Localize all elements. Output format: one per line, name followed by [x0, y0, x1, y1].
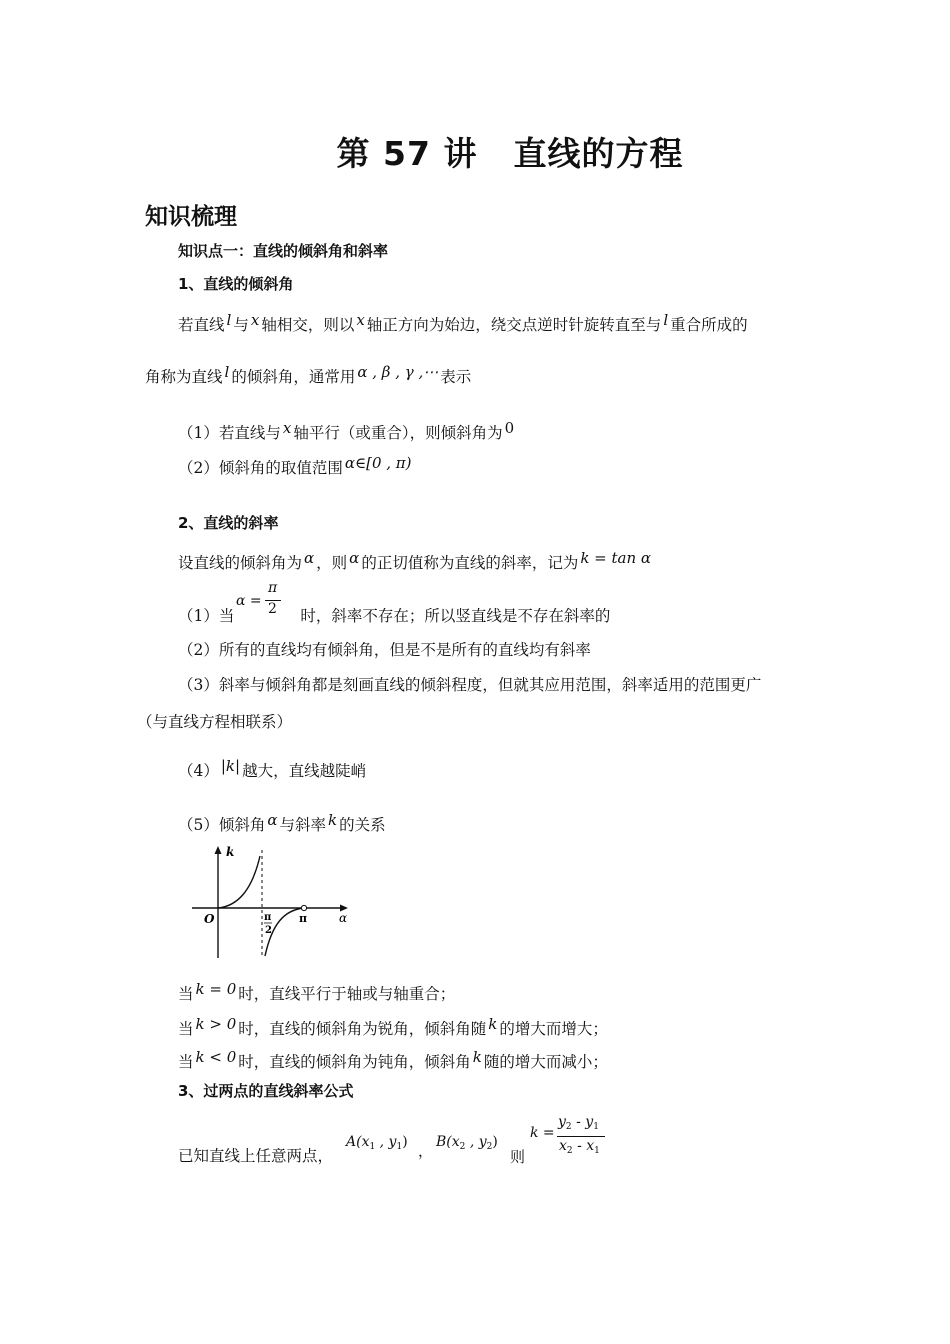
- point-A: $A(x_1$ , $y_1$): [346, 1134, 408, 1152]
- pi-half-bottom-label: 2: [265, 925, 272, 936]
- lecture-number: 第 57 讲: [336, 134, 478, 173]
- inclination-definition-line2: 角称为直线 l 的倾斜角，通常用 α , β , γ ,⋯ 表示: [145, 363, 472, 386]
- kp1-heading: 知识点一：直线的倾斜角和斜率: [178, 242, 389, 260]
- comma-separator: ，: [418, 1142, 434, 1160]
- slope-item-3-continued: （与直线方程相联系）: [137, 713, 293, 731]
- slope-item-1: （1）当 时，斜率不存在；所以竖直线是不存在斜率的: [178, 607, 611, 625]
- tan-curve-left: [218, 856, 260, 908]
- page-title: [0, 128, 950, 175]
- sub-heading-two-point-slope: 3、过两点的直线斜率公式: [178, 1082, 354, 1100]
- point-B: $B(x_2$ , $y_2$): [436, 1134, 498, 1152]
- case-k-zero: 当 k = 0 时，直线平行于轴或与轴重合；: [178, 980, 456, 1003]
- slope-item-4: （4） |k| 越大，直线越陡峭: [178, 757, 367, 780]
- tangent-graph: [176, 838, 406, 964]
- alpha-axis-label: α: [339, 911, 348, 925]
- slope-item-3: （3）斜率与倾斜角都是刻画直线的倾斜程度，但就其应用范围，斜率适用的范围更广: [178, 676, 762, 694]
- case-k-positive: 当 k > 0 时，直线的倾斜角为锐角，倾斜角随 k 的增大而增大；: [178, 1015, 608, 1038]
- pi-point: [301, 905, 306, 910]
- k-axis-arrow: [215, 846, 222, 854]
- inclination-point-2: （2）倾斜角的取值范围 α∈[0 , π): [178, 454, 412, 477]
- slope-item-2: （2）所有的直线均有倾斜角，但是不是所有的直线均有斜率: [178, 641, 591, 659]
- case-k-negative: 当 k < 0 时，直线的倾斜角为钝角，倾斜角 k 随的增大而减小；: [178, 1048, 608, 1071]
- slope-formula: k = $y_2 - y_1$ $x_2 - x_1$: [530, 1114, 620, 1160]
- two-point-formula-line: 已知直线上任意两点，: [178, 1147, 334, 1165]
- lecture-topic: 直线的方程: [513, 134, 684, 173]
- sub-heading-inclination: 1、直线的倾斜角: [178, 275, 294, 293]
- then-word: 则: [510, 1148, 526, 1166]
- pi-half-top-label: π: [264, 912, 272, 923]
- slope-definition: 设直线的倾斜角为 α ，则 α 的正切值称为直线的斜率，记为 k = tan α: [178, 549, 652, 572]
- alpha-equals-pi-half: α = π 2: [236, 582, 284, 622]
- sub-heading-slope: 2、直线的斜率: [178, 514, 279, 532]
- origin-label: O: [204, 912, 215, 926]
- k-axis-label: k: [226, 845, 235, 859]
- slope-item-5: （5）倾斜角 α 与斜率 k 的关系: [178, 811, 386, 834]
- inclination-point-1: （1）若直线与 x 轴平行（或重合），则倾斜角为 0: [178, 419, 515, 442]
- inclination-definition-line1: 若直线 l 与 x 轴相交，则以 x 轴正方向为始边，绕交点逆时针旋转直至与 l 重合所成的: [178, 311, 748, 334]
- section-heading: 知识梳理: [145, 204, 237, 230]
- pi-label: π: [299, 912, 308, 925]
